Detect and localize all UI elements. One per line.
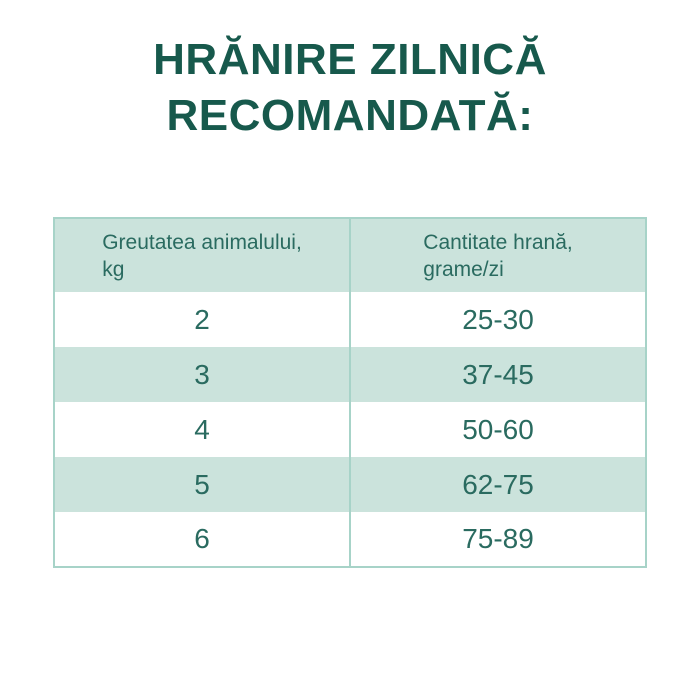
header-cell-weight <box>54 218 350 292</box>
header-cell-amount <box>350 218 646 292</box>
cell-amount: 62-75 <box>350 457 646 512</box>
cell-weight: 2 <box>54 292 350 347</box>
feeding-table-body <box>54 292 646 567</box>
header-amount-line-1: Cantitate hrană, <box>423 230 573 254</box>
table-row <box>54 457 646 512</box>
page-title-line-2: RECOMANDATĂ: <box>166 91 534 140</box>
page-title-line-1: HRĂNIRE ZILNICĂ <box>153 35 547 84</box>
table-row <box>54 292 646 347</box>
header-row <box>54 218 646 292</box>
table-row <box>54 512 646 567</box>
feeding-table <box>53 217 647 568</box>
table-row <box>54 347 646 402</box>
header-weight-line-2: kg <box>102 257 125 281</box>
cell-weight: 3 <box>54 347 350 402</box>
feeding-table-header <box>54 218 646 292</box>
page-title <box>0 0 700 144</box>
cell-weight: 4 <box>54 402 350 457</box>
cell-amount: 25-30 <box>350 292 646 347</box>
header-amount-text <box>423 229 572 283</box>
header-amount-line-2: grame/zi <box>423 257 504 281</box>
cell-weight: 5 <box>54 457 350 512</box>
cell-amount: 75-89 <box>350 512 646 567</box>
table-row <box>54 402 646 457</box>
cell-amount: 37-45 <box>350 347 646 402</box>
cell-weight: 6 <box>54 512 350 567</box>
cell-amount: 50-60 <box>350 402 646 457</box>
header-weight-line-1: Greutatea animalului, <box>102 230 302 254</box>
header-weight-text <box>102 229 302 283</box>
